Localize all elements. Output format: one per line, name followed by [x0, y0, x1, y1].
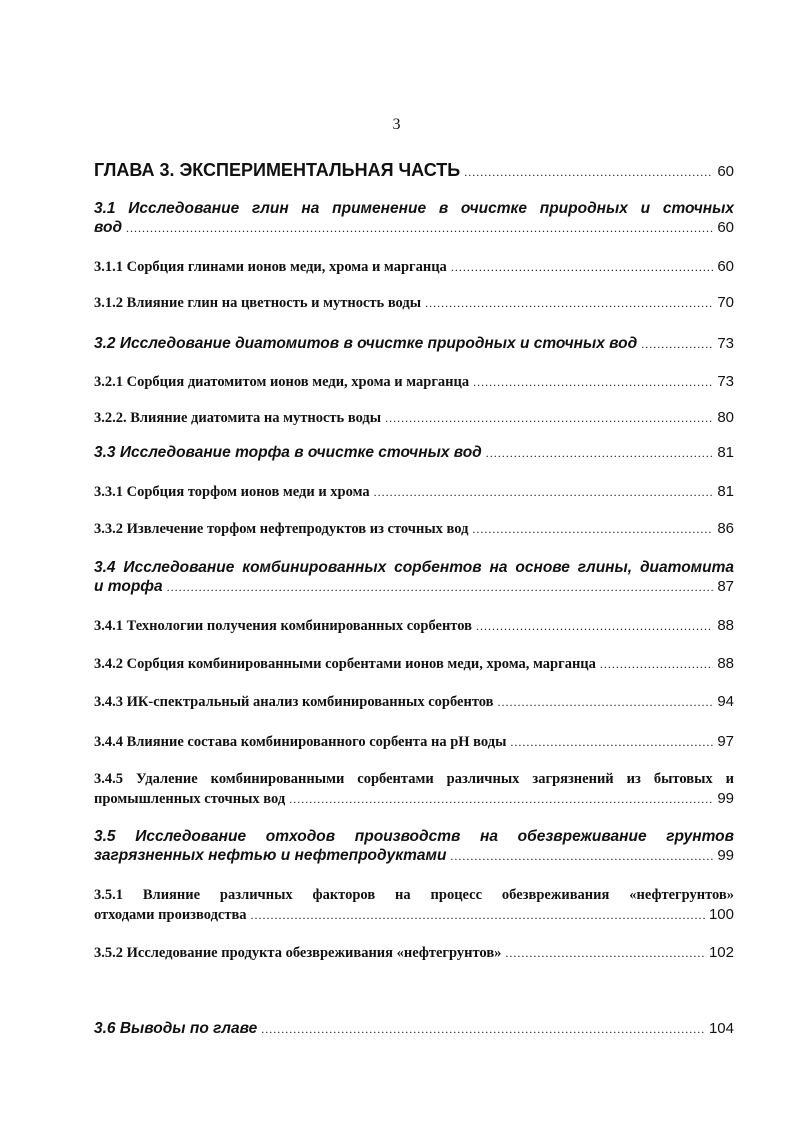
toc-chapter-3 [94, 160, 734, 181]
toc-subsection-3-4-3 [94, 692, 734, 712]
toc-page: 70 [717, 294, 734, 311]
toc-page: 60 [717, 163, 734, 180]
toc-subsection-3-2-1 [94, 372, 734, 392]
toc-title: 3.1.1 Сорбция глинами ионов меди, хрома и марганца [94, 259, 447, 275]
toc-title-line1: 3.1 Исследование глин на применение в очистке природных и сточных [94, 200, 734, 217]
toc-title: 3.4.2 Сорбция комбинированными сорбентами ионов меди, хрома, марганца [94, 656, 596, 672]
toc-leader [167, 578, 714, 597]
toc-title: 3.6 Выводы по главе [94, 1020, 258, 1037]
toc-subsection-3-4-2 [94, 654, 734, 674]
toc-subsection-3-4-4 [94, 732, 734, 752]
toc-title: 3.4.1 Технологии получения комбинированных сорбентов [94, 618, 472, 634]
toc-title-line1: 3.5.1 Влияние различных факторов на процесс обезвреживания «нефтегрунтов» [94, 887, 734, 903]
toc-page: 60 [717, 219, 734, 236]
toc-title-line2: промышленных сточных вод [94, 791, 286, 807]
toc-leader [510, 733, 713, 752]
toc-page: 73 [717, 335, 734, 352]
toc-section-3-3 [94, 443, 734, 463]
toc-leader [374, 483, 714, 502]
toc-page: 73 [717, 373, 734, 390]
toc-section-3-1 [94, 199, 734, 238]
toc-title: 3.5.2 Исследование продукта обезвреживания «нефтегрунтов» [94, 945, 502, 961]
toc-title: 3.4.4 Влияние состава комбинированного сорбента на pH воды [94, 734, 507, 750]
toc-page: 86 [717, 520, 734, 537]
toc-title-line2: и торфа [94, 578, 163, 595]
toc-subsection-3-1-1 [94, 257, 734, 277]
toc-title-line1: 3.5 Исследование отходов производств на обезвреживание грунтов [94, 828, 734, 845]
toc-page: 97 [717, 733, 734, 750]
toc-page: 94 [717, 693, 734, 710]
toc-title-line2: вод [94, 219, 123, 236]
toc-title: 3.2 Исследование диатомитов в очистке природных и сточных вод [94, 335, 638, 352]
toc-subsection-3-3-1 [94, 482, 734, 502]
toc-title: 3.1.2 Влияние глин на цветность и мутность воды [94, 295, 422, 311]
toc-leader [641, 335, 713, 354]
toc-title: 3.4.3 ИК-спектральный анализ комбинированных сорбентов [94, 694, 494, 710]
toc-subsection-3-5-1 [94, 886, 734, 925]
toc-title-line2: загрязненных нефтью и нефтепродуктами [94, 847, 447, 864]
toc-title-line1: 3.4.5 Удаление комбинированными сорбентами различных загрязнений из бытовых и [94, 771, 734, 787]
toc-leader [126, 219, 713, 238]
toc-page: 88 [717, 617, 734, 634]
toc-leader [486, 444, 714, 463]
toc-title: 3.3 Исследование торфа в очистке сточных вод [94, 444, 482, 461]
toc-title: ГЛАВА 3. ЭКСПЕРИМЕНТАЛЬНАЯ ЧАСТЬ [94, 160, 461, 180]
toc-page: 81 [717, 444, 734, 461]
toc-page: 87 [717, 578, 734, 595]
toc-leader [450, 847, 713, 866]
toc-page: 60 [717, 258, 734, 275]
toc-section-3-2 [94, 334, 734, 354]
toc-page: 100 [708, 906, 734, 923]
toc-leader [505, 944, 705, 963]
toc-leader [251, 906, 705, 925]
toc-title: 3.3.1 Сорбция торфом ионов меди и хрома [94, 484, 370, 500]
page-number: 3 [392, 116, 401, 133]
toc-title: 3.2.1 Сорбция диатомитом ионов меди, хрома и марганца [94, 374, 470, 390]
toc-page: 81 [717, 483, 734, 500]
toc-subsection-3-2-2 [94, 408, 734, 428]
toc-section-3-6 [94, 1019, 734, 1039]
toc-title-line1: 3.4 Исследование комбинированных сорбентов на основе глины, диатомита [94, 559, 734, 576]
toc-subsection-3-3-2 [94, 519, 734, 539]
toc-page: 104 [708, 1020, 734, 1037]
toc-leader [385, 409, 713, 428]
toc-subsection-3-1-2 [94, 293, 734, 313]
toc-page: 99 [717, 790, 734, 807]
toc-leader [497, 693, 713, 712]
toc-subsection-3-4-5 [94, 770, 734, 809]
toc-leader [261, 1020, 705, 1039]
toc-page: 102 [708, 944, 734, 961]
toc-title-line2: отходами производства [94, 907, 247, 923]
toc-leader [600, 655, 713, 674]
toc-leader [473, 373, 713, 392]
toc-leader [425, 294, 713, 313]
toc-page: 88 [717, 655, 734, 672]
toc-leader [451, 258, 714, 277]
toc-subsection-3-5-2 [94, 943, 734, 963]
toc-leader [464, 165, 713, 180]
toc-page: 80 [717, 409, 734, 426]
toc-subsection-3-4-1 [94, 616, 734, 636]
toc-page: 99 [717, 847, 734, 864]
toc-section-3-4 [94, 558, 734, 597]
toc-title: 3.3.2 Извлечение торфом нефтепродуктов из сточных вод [94, 521, 469, 537]
toc-leader [289, 790, 713, 809]
toc-leader [472, 520, 713, 539]
toc-title: 3.2.2. Влияние диатомита на мутность воды [94, 410, 382, 426]
toc-section-3-5 [94, 827, 734, 866]
toc-leader [476, 617, 713, 636]
